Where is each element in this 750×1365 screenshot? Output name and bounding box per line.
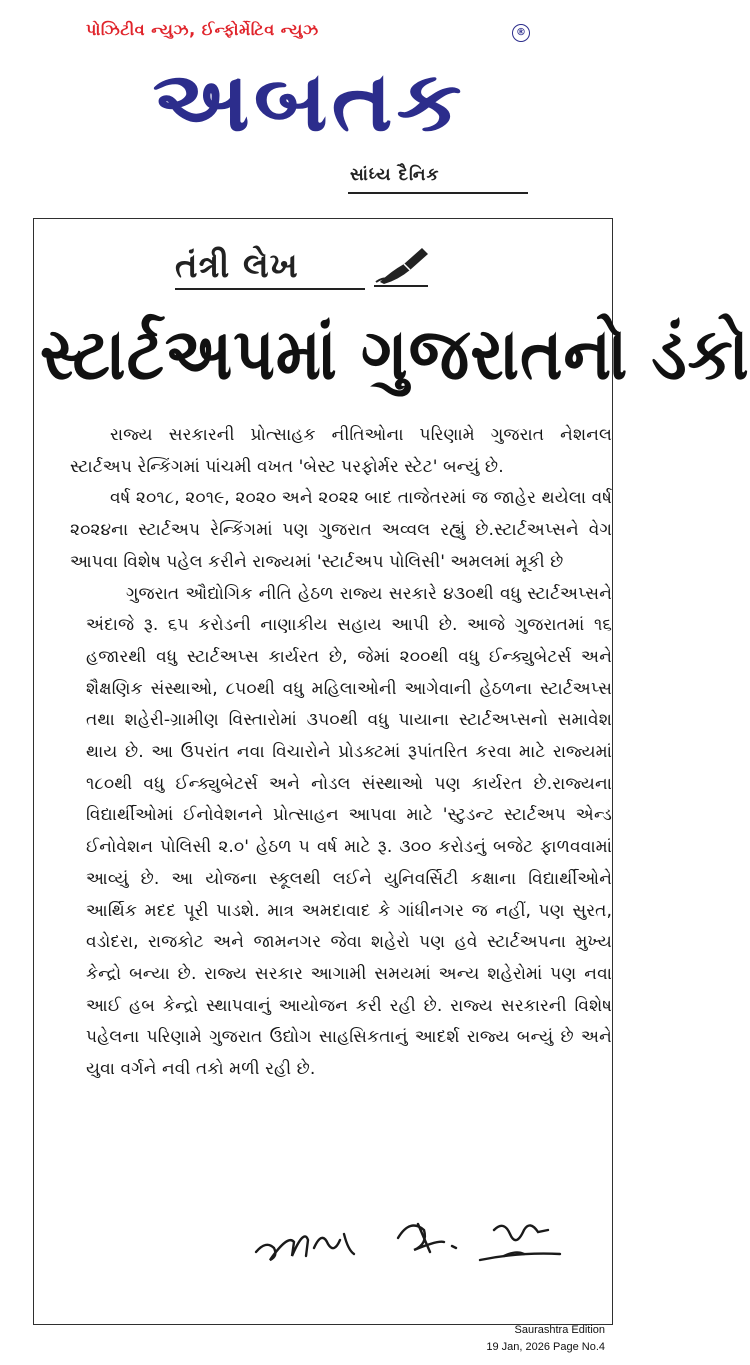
edition-date-page: 19 Jan, 2026 Page No.4	[486, 1341, 605, 1353]
registered-mark: ®	[512, 24, 530, 42]
masthead-tagline: પોઝિટીવ ન્યુઝ, ઈન્ફોર્મેટિવ ન્યુઝ	[86, 20, 319, 39]
edition-footer	[405, 1322, 605, 1356]
article-paragraph: વર્ષ ૨૦૧૮, ૨૦૧૯, ૨૦૨૦ અને ૨૦૨૨ બાદ તાજેતરમાં જ જાહેર થયેલા વર્ષ ૨૦૨૪ના સ્ટાર્ટઅપ રેન્કિંગમાં પણ ગુજરાત અવ્વલ રહ્યું છે.સ્ટાર્ટઅપ્સને વેગ આપવા વિશેષ પહેલ કરીને રાજ્યમાં 'સ્ટાર્ટઅપ પોલિસી' અમલમાં મૂકી છે	[70, 488, 612, 572]
masthead-subtitle: સાંધ્ય દૈનિક	[350, 165, 440, 185]
masthead	[0, 0, 615, 210]
article-body	[70, 420, 612, 1086]
section-label: તંત્રી લેખ	[175, 246, 299, 286]
logo-text: અબતક	[152, 53, 466, 150]
handwritten-signature	[248, 1190, 568, 1290]
section-label-underline	[175, 288, 365, 290]
pen-writing-icon	[370, 242, 432, 290]
article-headline: સ્ટાર્ટઅપમાં ગુજરાતનો ડંકો	[40, 313, 750, 397]
subtitle-underline	[348, 192, 528, 194]
article-paragraph: ગુજરાત ઔદ્યોગિક નીતિ હેઠળ રાજ્ય સરકારે ૪૩૦થી વધુ સ્ટાર્ટઅપ્સને અંદાજે રૂ. ૬૫ કરોડની નાણાકીય સહાય આપી છે. આજે ગુજરાતમાં ૧૬ હજારથી વધુ સ્ટાર્ટઅપ્સ કાર્યરત છે, જેમાં ૨૦૦થી વધુ ઈન્ક્યુબેટર્સ અને શૈક્ષણિક સંસ્થાઓ, ૮૫૦થી વધુ મહિલાઓની આગેવાની હેઠળના સ્ટાર્ટઅપ્સ તથા શહેરી-ગ્રામીણ વિસ્તારોમાં ૩૫૦થી વધુ પાયાના સ્ટાર્ટઅપ્સનો સમાવેશ થાય છે. આ ઉપરાંત નવા વિચારોને પ્રોડક્ટમાં રૂપાંતરિત કરવા માટે રાજ્યમાં ૧૮૦થી વધુ ઈન્ક્યુબેટર્સ અને નોડલ સંસ્થાઓ પણ કાર્યરત છે.રાજ્યના વિદ્યાર્થીઓમાં ઈનોવેશનને પ્રોત્સાહન આપવા માટે 'સ્ટુડન્ટ સ્ટાર્ટઅપ એન્ડ ઈનોવેશન પોલિસી ૨.૦' હેઠળ ૫ વર્ષ માટે રૂ. ૩૦૦ કરોડનું બજેટ ફાળવવામાં આવ્યું છે. આ યોજના સ્કૂલથી લઈને યુનિવર્સિટી કક્ષાના વિદ્યાર્થીઓને આર્થિક મદદ પૂરી પાડશે. માત્ર અમદાવાદ કે ગાંધીનગર જ નહીં, પણ સુરત, વડોદરા, રાજકોટ અને જામનગર જેવા શહેરો પણ હવે સ્ટાર્ટઅપના મુખ્ય કેન્દ્રો બન્યા છે. રાજ્ય સરકાર આગામી સમયમાં અન્ય શહેરોમાં પણ નવા આઈ હબ કેન્દ્રો સ્થાપવાનું આયોજન કરી રહી છે. રાજ્ય સરકારની વિશેષ પહેલના પરિણામે ગુજરાત ઉદ્યોગ સાહસિકતાનું આદર્શ રાજ્ય બન્યું છે અને યુવા વર્ગને નવી તકો મળી રહી છે.	[86, 583, 612, 1080]
section-header	[175, 238, 435, 294]
edition-name: Saurashtra Edition	[514, 1324, 605, 1336]
article-paragraph: રાજ્ય સરકારની પ્રોત્સાહક નીતિઓના પરિણામે ગુજરાત નેશનલ સ્ટાર્ટઅપ રેન્કિંગમાં પાંચમી વખત 'બેસ્ટ પરફોર્મર સ્ટેટ' બન્યું છે.	[70, 425, 612, 477]
newspaper-logo	[86, 47, 532, 157]
